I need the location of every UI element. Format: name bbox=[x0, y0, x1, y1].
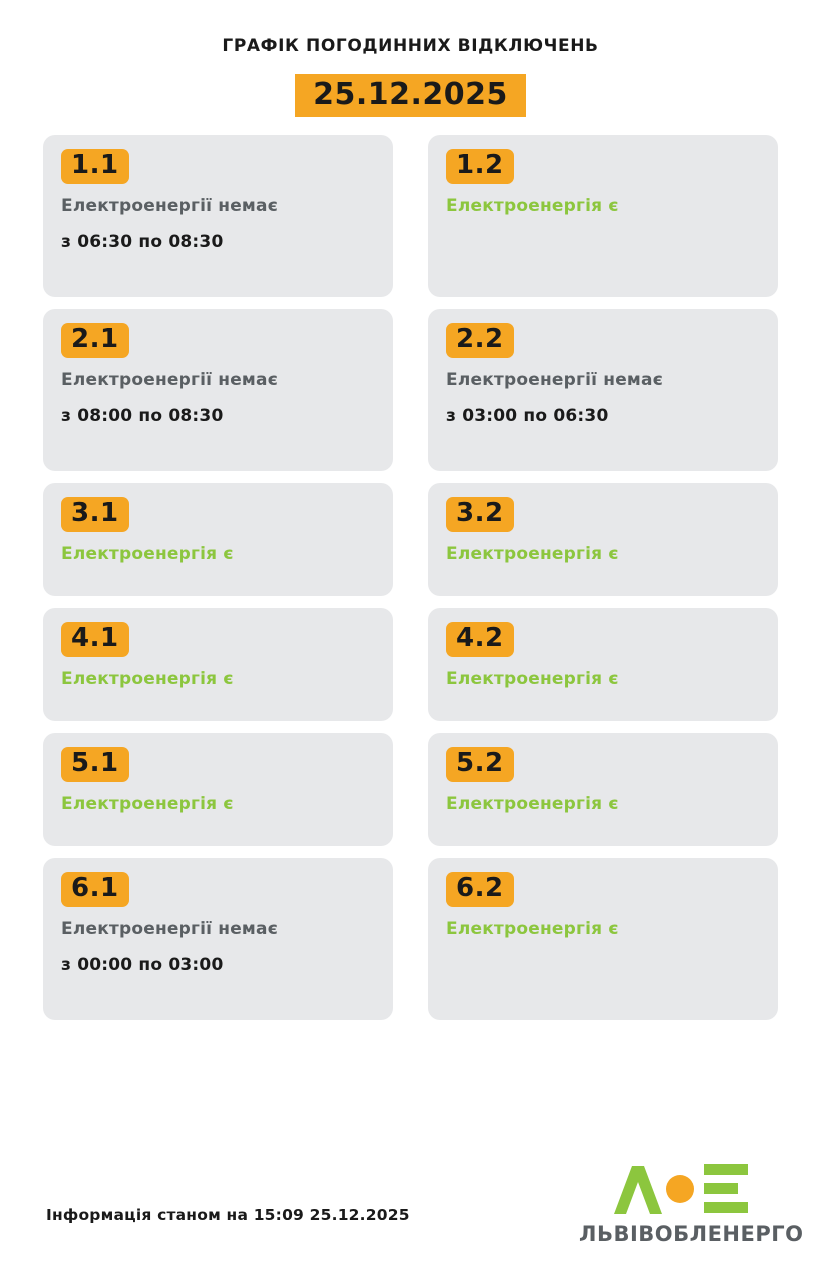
queue-card bbox=[43, 309, 393, 471]
queue-number-badge: 6.1 bbox=[61, 872, 129, 907]
footer-timestamp: Інформація станом на 15:09 25.12.2025 bbox=[46, 1206, 410, 1224]
outage-interval-text: з 06:30 по 08:30 bbox=[61, 232, 224, 253]
power-status-text: Електроенергії немає bbox=[446, 370, 663, 391]
page-title: ГРАФІК ПОГОДИННИХ ВІДКЛЮЧЕНЬ bbox=[222, 36, 599, 56]
queue-card bbox=[43, 858, 393, 1020]
outage-interval-text: з 00:00 по 03:00 bbox=[61, 955, 224, 976]
queue-number-badge: 1.1 bbox=[61, 149, 129, 184]
queue-number-badge: 3.2 bbox=[446, 497, 514, 532]
queue-card bbox=[428, 858, 778, 1020]
company-name: ЛЬВІВОБЛЕНЕРГО bbox=[579, 1222, 804, 1246]
company-logo bbox=[579, 1158, 804, 1246]
power-status-text: Електроенергія є bbox=[446, 544, 619, 565]
power-status-text: Електроенергія є bbox=[446, 669, 619, 690]
power-status-text: Електроенергії немає bbox=[61, 196, 278, 217]
queue-card bbox=[43, 608, 393, 721]
queue-number-badge: 1.2 bbox=[446, 149, 514, 184]
queue-number-badge: 6.2 bbox=[446, 872, 514, 907]
queue-number-badge: 2.1 bbox=[61, 323, 129, 358]
power-status-text: Електроенергія є bbox=[61, 669, 234, 690]
queue-number-badge: 3.1 bbox=[61, 497, 129, 532]
loe-logo-icon bbox=[604, 1158, 754, 1220]
queue-card-grid bbox=[43, 135, 778, 1020]
queue-card bbox=[428, 733, 778, 846]
footer bbox=[0, 1142, 821, 1252]
queue-card bbox=[43, 733, 393, 846]
queue-card bbox=[428, 608, 778, 721]
power-status-text: Електроенергії немає bbox=[61, 919, 278, 940]
power-status-text: Електроенергії немає bbox=[61, 370, 278, 391]
queue-card bbox=[428, 309, 778, 471]
queue-card bbox=[43, 483, 393, 596]
schedule-date-badge: 25.12.2025 bbox=[295, 74, 526, 117]
queue-card bbox=[428, 483, 778, 596]
power-status-text: Електроенергія є bbox=[446, 919, 619, 940]
power-status-text: Електроенергія є bbox=[446, 196, 619, 217]
queue-card bbox=[428, 135, 778, 297]
queue-number-badge: 5.2 bbox=[446, 747, 514, 782]
date-container bbox=[0, 74, 821, 117]
power-status-text: Електроенергія є bbox=[61, 544, 234, 565]
queue-number-badge: 4.2 bbox=[446, 622, 514, 657]
queue-number-badge: 4.1 bbox=[61, 622, 129, 657]
power-status-text: Електроенергія є bbox=[61, 794, 234, 815]
queue-number-badge: 2.2 bbox=[446, 323, 514, 358]
outage-interval-text: з 08:00 по 08:30 bbox=[61, 406, 224, 427]
power-status-text: Електроенергія є bbox=[446, 794, 619, 815]
queue-number-badge: 5.1 bbox=[61, 747, 129, 782]
outage-interval-text: з 03:00 по 06:30 bbox=[446, 406, 609, 427]
queue-card bbox=[43, 135, 393, 297]
